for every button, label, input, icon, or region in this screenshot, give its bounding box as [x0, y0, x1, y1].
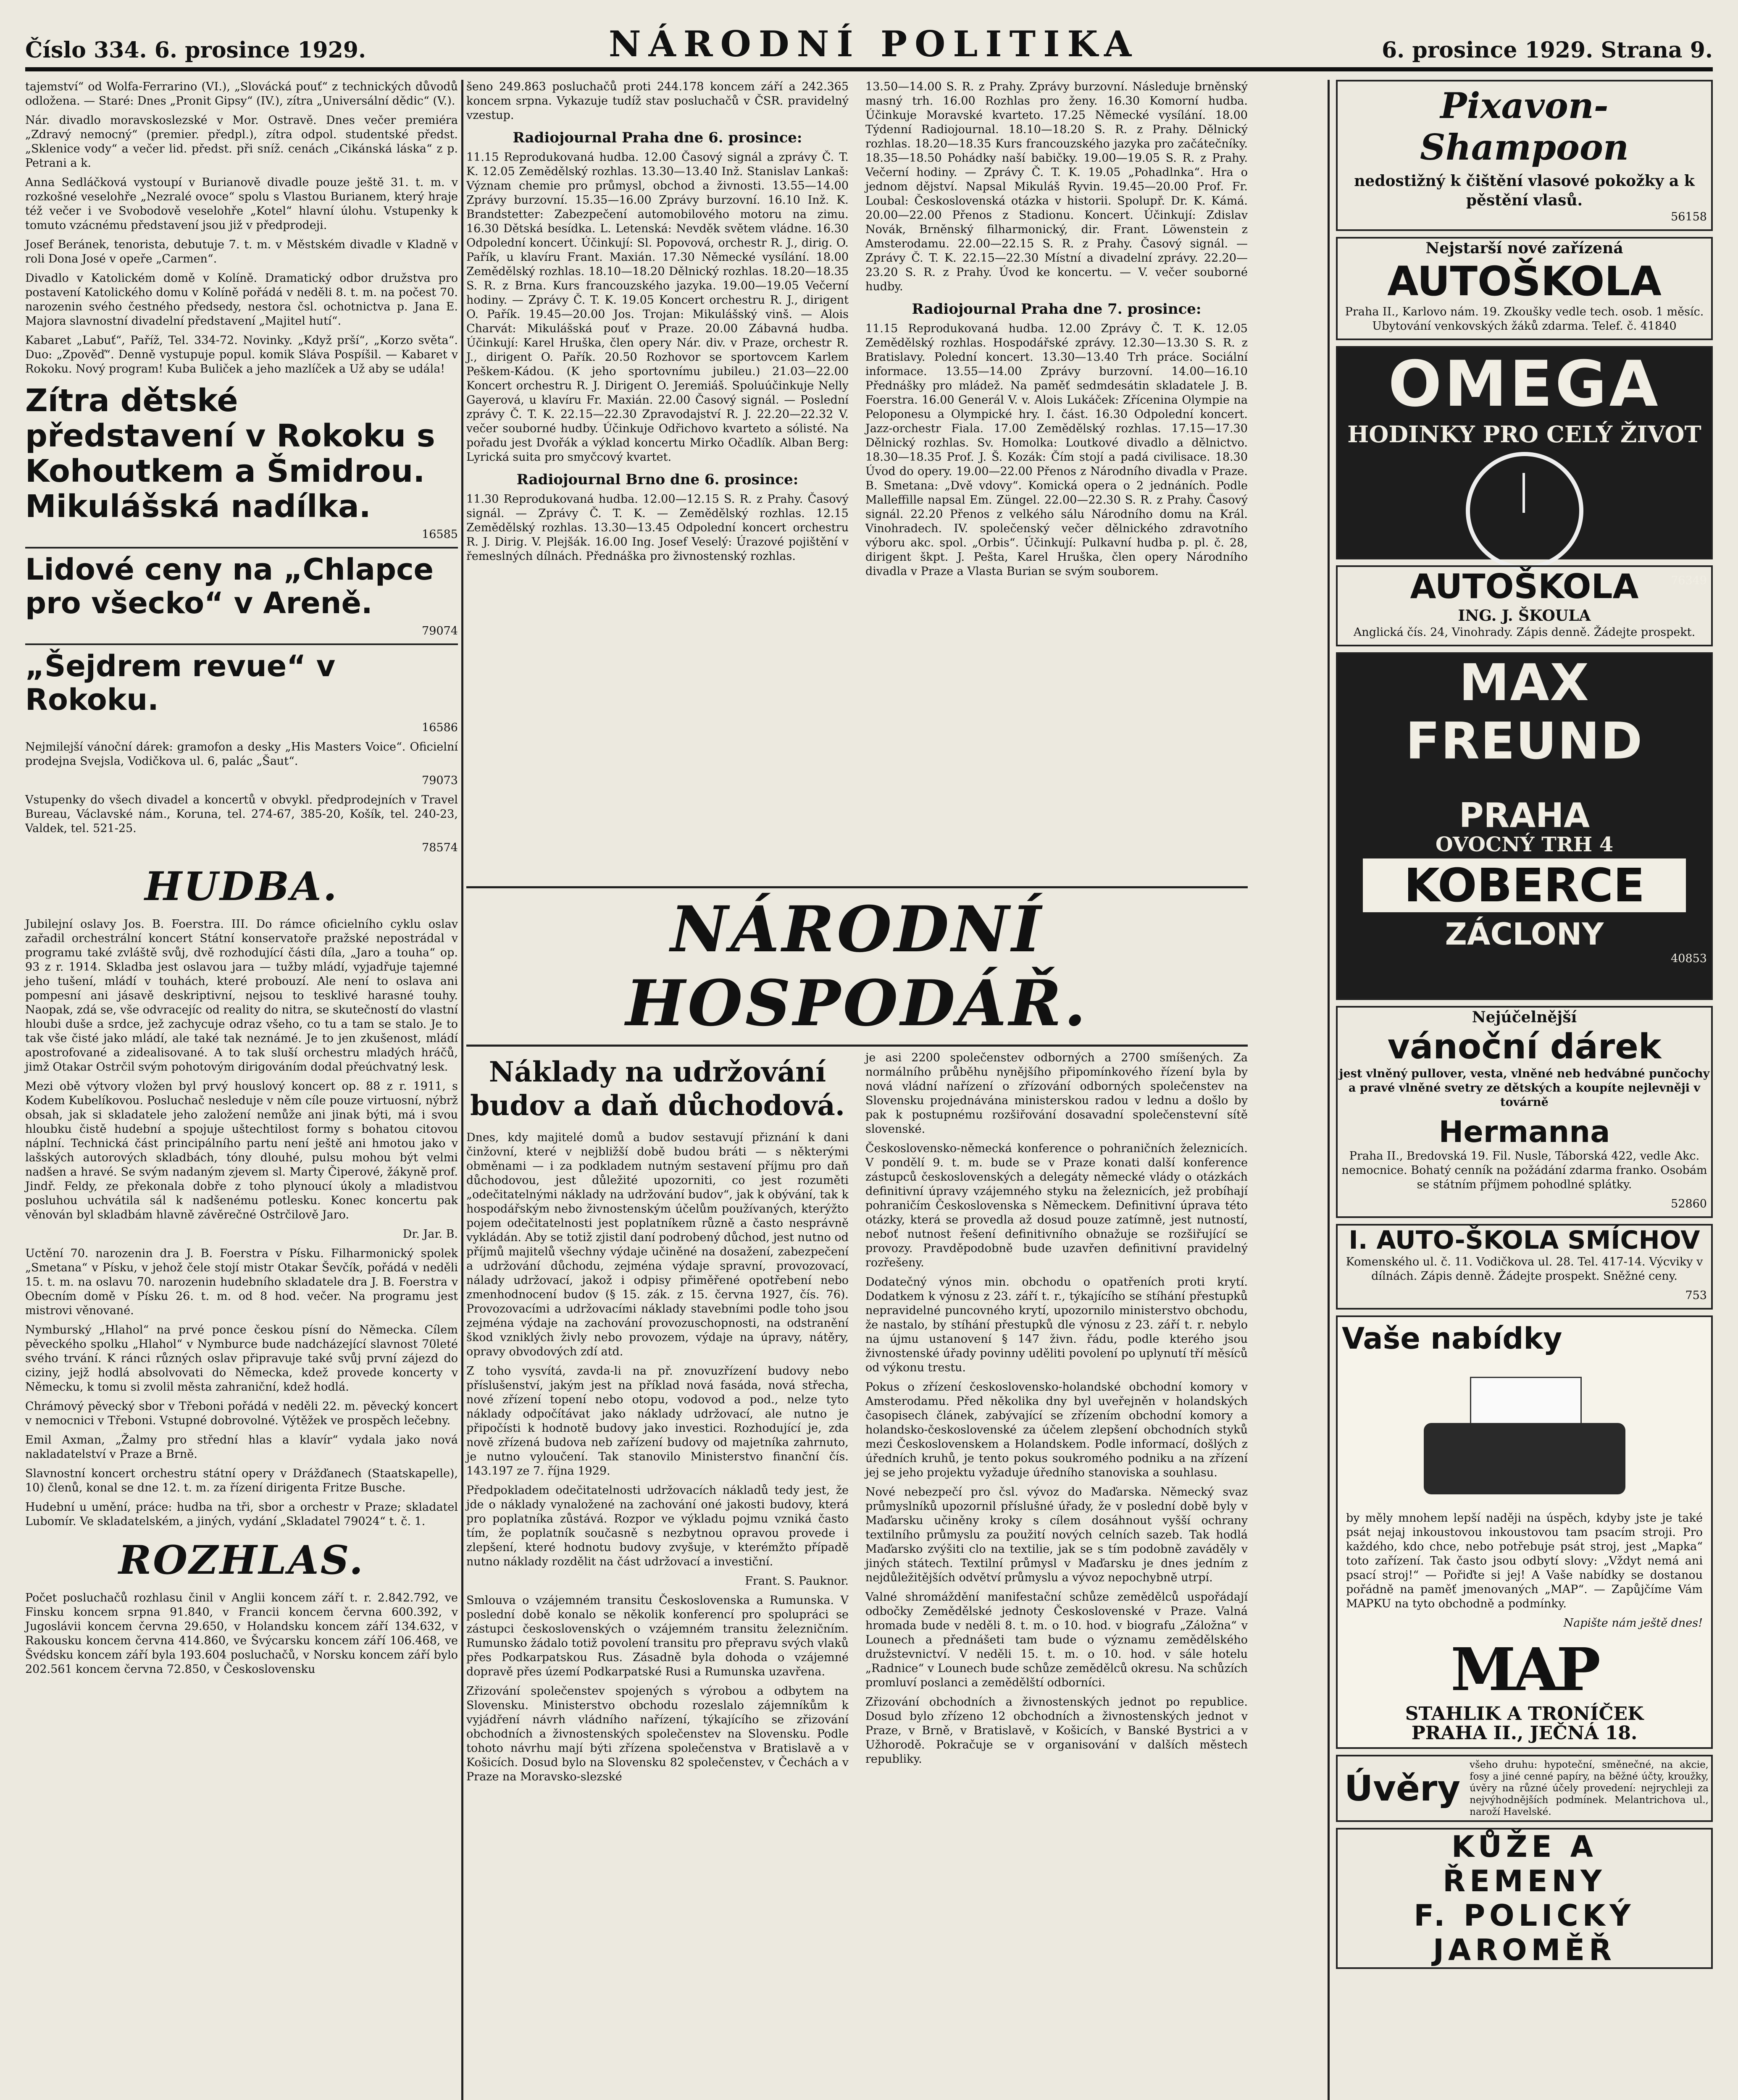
omega-slogan: HODINKY PRO CELÝ ŽIVOT — [1347, 421, 1701, 448]
section-heading-hudba: HUDBA. — [145, 864, 339, 910]
ad-number: 16586 — [422, 721, 458, 734]
sejdrem-revue-ad: „Šejdrem revue“ v Rokoku. — [25, 649, 336, 717]
map-firm: STAHLIK A TRONÍČEK — [1405, 1703, 1644, 1725]
ad-number: 79073 — [422, 774, 458, 787]
ads-column — [1336, 80, 1713, 2100]
music-paragraph: Chrámový pěvecký sbor v Třeboni pořádá v neděli 22. m. pěvecký koncert v nemocnici v Třeboni. Vstupné dobrovolné. Výtěžek ve prospěch lečebny. — [25, 1400, 458, 1427]
autoskola-address: Praha II., Karlovo nám. 19. Zkoušky vedle tech. osob. 1 měsíc. Ubytování venkovských žáků zdarma. Telef. č. 41840 — [1345, 305, 1704, 333]
article-paragraph: Dnes, kdy majitelé domů a budov sestavují přiznání k dani činžovní, které v nejbližší době budou bráti — s některými obměnami — i za podkladem nutným sestavení příjmu pro daň důchodovou, jest důležité upozorniti, co jest rozuměti „odečitatelnými náklady na udržování budov“, jak k obývání, tak k hospodářským nebo živnostenským účelům používaných, kterýžto pojem odečitatelnosti jest poplatníkem různě a často nesprávně vykládán. Aby se totiž zjistil daní podrobený důchod, jest nutno od příjmů majitelů všechny výdaje učiněné na dosažení, zabezpečení a udržování důchodu, zejména výdaje spravní, provozovací, nálady udržovací, jakož i odpisy přiměřené opotřebení nebo zmenhodnocení budov (§ 15. zák. z 15. června 1927, čís. 76). Provozovacími a udržovacími náklady stavebními podle toho jsou zejména výdaje na zachování provozuschopnosti, na odstranění škod vzniklých živly nebo provozem, výdaje na úpravy, nátěry, opravy obvodových zdí atd. — [466, 1131, 849, 1358]
pixavon-logo: Pixavon-Shampoon — [1420, 85, 1629, 168]
article-paragraph: je asi 2200 společenstev odborných a 2700 smíšených. Za normálního průběhu nynějšího připomínkového řízení byla by nová vládní nařízení o zřízování odborných společenstev na Slovensku projednávána ministerskou radou v lednu a došlo by pak k postupnému rozšiřování dosavadní společenstevní sítě slovenské. — [865, 1051, 1248, 1136]
section-heading-rozhlas: ROZHLAS. — [118, 1537, 365, 1583]
offer-sign: Napište nám ještě dnes! — [1563, 1617, 1703, 1630]
theatre-paragraph: Divadlo v Katolickém domě v Kolíně. Dramatický odbor družstva pro postavení Katolického domu v Kolíně pořádá v neděli 8. t. m. na počest 70. narozenin svého čestného předsedy, nestora čsl. ochotnictva p. Jana E. Majora slavnostní divadelní představení „Majitel hutí“. — [25, 272, 458, 328]
offer-text: by měly mnohem lepší naději na úspěch, kdyby jste je také psát nejaj inkoustovou inkoustovou tam psacím stroji. Pro každého, kdo chce, nebo potřebuje psát stroj, jest „Mapka“ toto zařízení. Tak často jsou odbytí slovy: „Vždyt nemá ani psací stroj!“ — Pořiďte si jej! A Vaše nabídky se dostanou pořádně na paměť jmenovaných „MAP“. — Zapůjčíme Vám MAPKU na tyto obchodně a podmínky. — [1346, 1512, 1703, 1610]
max-freund-ad — [1336, 652, 1713, 1000]
date-page: 6. prosince 1929. Strana 9. — [1382, 37, 1713, 63]
theatre-paragraph: tajemství“ od Wolfa-Ferrarino (VI.), „Slovácká pouť“ z technických důvodů odložena. — Staré: Dnes „Pronit Gipsy“ (IV.), zítra „Universální dědic“ (V.). — [25, 80, 458, 108]
article-paragraph: Zřizování obchodních a živnostenských jednot po republice. Dosud bylo zřízeno 12 obchodních a živnostenských jednot v Praze, v Brně, v Bratislavě, v Košicích, v Banské Bystrici a v Užhorodě. Pokračuje se v organisování v dalších městech republiky. — [865, 1696, 1248, 1766]
hermann-name: Hermanna — [1438, 1115, 1610, 1149]
autoskola-name: I. AUTO-ŠKOLA SMÍCHOV — [1349, 1226, 1700, 1255]
autoskola-name: AUTOŠKOLA — [1410, 567, 1639, 606]
music-paragraph: Slavnostní koncert orchestru státní opery v Drážďanech (Staatskapelle), 10) členů, konal se dne 12. t. m. za řízení dirigenta Fritze Busche. — [25, 1467, 458, 1494]
autoskola-name: AUTOŠKOLA — [1387, 258, 1662, 305]
policky-line2: ŘEMENY — [1443, 1864, 1606, 1898]
radio-heading: Radiojournal Praha dne 6. prosince: — [513, 129, 802, 146]
article-paragraph: Zřizování společenstev spojených s výrobou a odbytem na Slovensku. Ministerstvo obchodu rozeslalo zájemníkům k vyjádření návrh vládního nařízení, týkajícího se zřizování obchodních a živnostenských společenstev na Slovensku. Podle tohoto návrhu mají býti zřízena společenstva v Bratislavě a v Košicích. Dosud bylo na Slovensku 82 společenstev, v Čechách a v Praze na Moravsko-slezské — [466, 1685, 849, 1783]
radio-heading: Radiojournal Brno dne 6. prosince: — [516, 471, 799, 488]
uvery-ad — [1336, 1755, 1713, 1822]
clock-icon — [1466, 452, 1583, 570]
omega-logo: OMEGA — [1388, 348, 1661, 421]
freund-name: MAX FREUND — [1405, 654, 1643, 771]
ad-number: 16585 — [422, 528, 458, 541]
autoskola-owner: ING. J. ŠKOULA — [1458, 607, 1591, 625]
tickets-notice: Vstupenky do všech divadel a koncertů v obvykl. předprodejních v Travel Bureau, Václavské nám., Koruna, tel. 274-67, 385-20, Košík, tel. 240-23, Valdek, tel. 521-25. — [25, 793, 458, 835]
ad-number: 78574 — [422, 841, 458, 854]
freund-zaclony: ZÁCLONY — [1445, 916, 1604, 952]
music-paragraph: Jubilejní oslavy Jos. B. Foerstra. III. Do rámce oficielního cyklu oslav zařadil orchestrální koncert Státní konservatoře pražské nepostrádal v programu také zvláště svůj, dvě rozhodující části díla, „Jaro a touha“ op. 93 z r. 1914. Skladba jest oslavou jara — tužby mládí, vyjadřuje tajemné jeho tušení, mládí v touhách, které probouzí. Ale není to oslava ani pompesní ani jásavě deskriptivní, nejsou to tesklivé harasné touhy. Naopak, zdá se, vše odvracejíc od reality do nitra, se skutečností do vlastní hloubi duše a srdce, jež zachycuje odraz všeho, co tu a tam se stalo. Je to tak vše čisté jako mládí, ale také tak neznámé. Je to jen zkušenost, mládí apostrofované a zidealisované. A to tak sluší orchestru mladých hráčů, jimž Otakar Ostrčil svým pohotovým dirigováním dodal přeúchvatný lesk. — [25, 918, 458, 1074]
article-paragraph: Dodatečný výnos min. obchodu o opatřeních proti krytí. Dodatkem k výnosu z 23. září t. r., týkajícího se stíhání přestupků nepravidelné puncovného krytí, upozornilo ministerstvo obchodu, že nastalo, by stíhání přestupků dle výnosu z 23. září t. r. nebylo na újmu ustanovení § 147 živn. řádu, podle kterého jsou živnostenské úřady povinny uděliti povolení po uplynutí tří měsíců od výkonu trestu. — [865, 1276, 1248, 1374]
radio-column-b — [865, 80, 1248, 878]
policky-line4: JAROMĚŘ — [1433, 1933, 1616, 1967]
hermann-ad — [1336, 1006, 1713, 1218]
hermann-headline: vánoční dárek — [1387, 1027, 1662, 1067]
map-typewriter-ad — [1336, 1315, 1713, 1749]
radio-heading: Radiojournal Praha dne 7. prosince: — [912, 301, 1202, 318]
left-column — [25, 80, 458, 2100]
ad-number: 79074 — [422, 625, 458, 638]
map-address: PRAHA II., JEČNÁ 18. — [1411, 1722, 1638, 1744]
theatre-paragraph: Kabaret „Labuť“, Paříž, Tel. 334-72. Novinky. „Když prší“, „Korzo světa“. Duo: „Zpověď“. Denně vystupuje popul. komik Sláva Pospíšil. — Kabaret v Rokoku. Nový program! Kuba Buliček a jeho mazlíček a Už aby se udála! — [25, 334, 458, 375]
arena-ad: Lidové ceny na „Chlapce pro všecko“ v Areně. — [25, 552, 434, 620]
music-paragraph: Mezi obě výtvory vložen byl prvý houslový koncert op. 88 z r. 1911, s Kodem Kubelíkovou. Posluchač nesleduje v něm cíle pouze virtuosní, nýbrž obsah, jak si skladatele jeho založení nemůže ani jinak býti, má i svou hloubku čistě hudební a spojuje uštechtilost formy s bohatou citovou náplní. Technická část principálního partu není ještě ani hmotou jako v lašských autorových skladbách, tóny dlouhé, pulsu mohou být velmi nadšen a hravé. Se svým nadaným zjevem sl. Marty Čiperové, žákyně prof. Jindř. Feldy, ze překonala dobře z toho plynoucí úkoly a mladistvou posluhou uchvátila sál k nadšenému potlesku. Konec koncertu pak věnován byl skladbám hlavně závěrečné Ostrčilově Jaro. — [25, 1080, 458, 1221]
economy-section — [466, 1051, 1248, 2100]
column-rule — [1328, 80, 1330, 2100]
newspaper-title: NÁRODNÍ POLITIKA — [608, 23, 1139, 65]
policky-line3: F. POLICKÝ — [1414, 1898, 1635, 1933]
skoula-autoskola-ad — [1336, 565, 1713, 646]
gramophone-notice: Nejmilejší vánoční dárek: gramofon a desky „His Masters Voice“. Oficielní prodejna Svejsla, Vodičkova ul. 6, palác „Šaut“. — [25, 740, 458, 768]
divider — [25, 547, 458, 549]
offer-headline: Vaše nabídky — [1342, 1321, 1562, 1356]
freund-city: PRAHA — [1459, 796, 1590, 835]
ad-number: 76349 — [1671, 574, 1707, 587]
ad-number: 40853 — [1671, 952, 1707, 965]
theatre-paragraph: Josef Beránek, tenorista, debutuje 7. t. m. v Městském divadle v Kladně v roli Dona José v opeře „Carmen“. — [25, 238, 458, 265]
rokoko-children-ad: Zítra dětské představení v Rokoku s Kohoutkem a Šmidrou. Mikulášská nadílka. — [25, 383, 435, 525]
pixavon-text: nedostižný k čištění vlasové pokožky a k pěstění vlasů. — [1354, 172, 1695, 209]
theatre-paragraph: Anna Sedláčková vystoupí v Burianově divadle pouze ještě 31. t. m. v rozkošné veselohře „Nezralé ovoce“ spolu s Vlastou Burianem, který hraje též večer i ve Svobodově veselohře „Kotel“ hlavní úlohu. Vstupenky k tomuto vzácnému představení jsou již v předprodeji. — [25, 176, 458, 232]
ad-number: 52860 — [1671, 1197, 1707, 1210]
article-paragraph: Československo-německá konference o pohraničních železnicích. V pondělí 9. t. m. bude se v Praze konati další konference zástupců československých a delegáty německé vlády o otázkách definitivní úpravy vzájemného styku na železnicích, jež probíhají pohraničím Československa s Německem. Definitivní úprava této otázky, která se provedla až dosud pouze zatímně, jest nutností, neboť nutnost řešení definitivního obnažuje se rozšiřující se provozy. Pravděpodobně bude uzavřen definitivní pravidelný rozřešeny. — [865, 1142, 1248, 1269]
autoskola-address: Komenského ul. č. 11. Vodičkova ul. 28. Tel. 417-14. Výcviky v dílnách. Zápis denně. Žádejte prospekt. Sněžné ceny. — [1346, 1255, 1703, 1283]
page-header — [25, 17, 1713, 71]
pixavon-ad — [1336, 80, 1713, 231]
autoskola-ad — [1336, 237, 1713, 340]
article-paragraph: Nové nebezpečí pro čsl. vývoz do Maďarska. Německý svaz průmyslníků upozornil příslušné úřady, že v poslední době byly v Maďarsku učiněny kroky s cílem dosáhnout vyšší ochrany textilního průmyslu za použití nových celních sazeb. Tak hodlá Maďarsko zvýšiti clo na textilie, jak se s tím podobně zaváděly v jiných státech. Textilní průmysl v Maďarsku je dnes jedním z nejdůležitějších odvětví průmyslu a vývoz nepochybně utrpí. — [865, 1486, 1248, 1584]
radio-listing: 11.30 Reprodukovaná hudba. 12.00—12.15 S. R. z Prahy. Časový signál. — Zprávy Č. T. K. — Zemědělský rozhlas. 12.15 Zemědělský rozhlas. 13.30—13.45 Odpolední koncert orchestru R. J. Dirig. V. Plejšák. 16.00 Ing. Josef Veselý: Úrazové pojištění v řemeslných dílnách. Přednáška pro živnostenský rozhlas. — [466, 493, 849, 563]
freund-address: OVOCNÝ TRH 4 — [1435, 833, 1614, 856]
music-signature: Dr. Jar. B. — [402, 1228, 458, 1241]
article-paragraph: Předpokladem odečitatelnosti udržovacích nákladů tedy jest, že jde o náklady vynaložené na zachování oné jakosti budovy, která pro poplatníka zůstává. Rozpor ve výkladu pojmu vzniká často tím, že poplatník současně s nezbytnou opravou provede i zlepšení, které hodnotu budovy zvyšuje, v kterémžto případě nutno náklady rozdělit na část udržovací a investiční. — [466, 1484, 849, 1568]
freund-koberce: KOBERCE — [1363, 858, 1686, 912]
ad-number: 753 — [1685, 1289, 1707, 1302]
uvery-title: Úvěry — [1344, 1768, 1461, 1809]
economy-column-a — [466, 1051, 849, 2100]
ad-number: 56158 — [1671, 210, 1707, 223]
music-paragraph: Hudební u umění, práce: hudba na tři, sbor a orchestr v Praze; skladatel Lubomír. Ve skladatelském, a jiných, vydání „Skladatel 79024“ t. č. 1. — [25, 1501, 458, 1528]
music-paragraph: Emil Axman, „Žalmy pro střední hlas a klavír“ vydala jako nová nakladatelství v Praze a Brně. — [25, 1433, 458, 1461]
radio-paragraph: Počet posluchačů rozhlasu činil v Anglii koncem září t. r. 2.842.792, ve Finsku koncem srpna 91.840, v Francii koncem června 600.392, v Jugoslávii koncem června 29.650, v Holandsku koncem září 134.632, v Rakousku koncem června 414.860, ve Švýcarsku koncem září 106.468, ve Švédsku koncem září byla 193.604 posluchačů, v Norsku koncem září bylo 202.561 koncem června 72.850, v Československu — [25, 1591, 458, 1676]
radio-programmes — [466, 80, 1248, 878]
radio-intro: šeno 249.863 posluchačů proti 244.178 koncem září a 242.365 koncem srpna. Vykazuje tudíž stav posluchačů v ČSR. pravidelný vzestup. — [466, 80, 849, 122]
typewriter-icon — [1407, 1373, 1642, 1499]
hermann-address: Praha II., Bredovská 19. Fil. Nusle, Táborská 422, vedle Akc. nemocnice. Bohatý cenník na požádání zdarma franko. Osobám se státním příjmem pohodlné splátky. — [1341, 1150, 1707, 1191]
theatre-paragraph: Nár. divadlo moravskoslezské v Mor. Ostravě. Dnes večer premiéra „Zdravý nemocný“ (premier. předpl.), zítra odpol. studentské předst. „Sklenice vody“ a večer lid. předst. při sníž. cenách „Cikánská láska“ z p. Petrani a k. — [25, 114, 458, 170]
autoskola-tagline: Nejstarší nové zařízená — [1425, 239, 1623, 257]
article-signature: Frant. S. Pauknor. — [745, 1575, 849, 1588]
uvery-text: všeho druhu: hypoteční, směnečné, na akcie, fosy a jiné cenné papíry, na běžné účty, kroužky, úvěry na různé účely provedení: nejrychleji za nejvýhodnějších podmínek. Melantrichova ul., naroží Havelské. — [1470, 1759, 1709, 1817]
divider — [25, 643, 458, 645]
article-paragraph: Valné shromáždění manifestační schůze zemědělců uspořádají odbočky Zemědělské jednoty Československé v Praze. Valná hromada bude v neděli 8. t. m. o 10. hod. v biografu „Záložna“ v Lounech a přednášeti tam bude o významu zemědělského družstevnictví. V neděli 15. t. m. o 10. hod. v sále hotelu „Radnice“ v Lounech bude schůze zemědělců okresu. Na schůzích promluví poslanci a zemědělští odborníci. — [865, 1591, 1248, 1689]
radio-listing: 11.15 Reprodukovaná hudba. 12.00 Časový signál a zprávy Č. T. K. 12.05 Zemědělský rozhlas. 13.30—13.40 Inž. Stanislav Lankaš: Význam chemie pro průmysl, obchod a živnosti. 13.55—14.00 Zprávy burzovní. 15.35—16.00 Zprávy burzovní. 16.10 Inž. K. Brandstetter: Zabezpečení automobilového motoru na zimu. 16.30 Dětská besídka. L. Letenská: Nevděk světem vládne. 16.30 Odpolední koncert. Účinkují: Sl. Popovová, orchestr R. J., dirig. O. Pařík, u klavíru Frant. Maxián. 17.30 Německé vysílání. 18.00 Zemědělský rozhlas. 18.10—18.20 Dělnický rozhlas. 18.20—18.35 S. R. z Brna. Kurs francouzského jazyka. 19.00—19.05 Večerní hodiny. — Zprávy Č. T. K. 19.05 Koncert orchestru R. J., dirigent O. Pařík. 19.45—20.00 Jos. Trojan: Mikulášský vinš. — Alois Charvát: Mikulášská pouť v Praze. 20.00 Zábavná hudba. Účinkují: Karel Hruška, člen opery Nár. div. v Praze, orchestr R. J., dirigent O. Pařík. 20.50 Rozhovor se sportovcem Karlem Peškem-Kádou. (K jeho sportovnímu jubileu.) 21.03—22.00 Koncert orchestru R. J. Dirigent O. Jeremiáš. Spoluúčinkuje Nelly Gayerová, u klavíru Fr. Maxián. 22.00 Časový signál. — Poslední zprávy Č. T. K. 22.15—22.30 Zpravodajství R. J. 22.20—22.32 V. večer souborné hudby. Účinkuje Odřichovo kvarteto a sólisté. Na pořadu jest Dvořák a výklad koncertu Mirko Očadlík. Alban Berg: Lyrická suita pro smyčcový kvartet. — [466, 151, 849, 464]
radio-listing: 11.15 Reprodukovaná hudba. 12.00 Zprávy Č. T. K. 12.05 Zemědělský rozhlas. Hospodářské zprávy. 12.30—13.30 S. R. z Bratislavy. Polední koncert. 13.30—13.40 Trh práce. Sociální informace. 13.55—14.00 Zprávy burzovní. 14.00—16.10 Přednášky pro mládež. Na paměť sedmdesátin skladatele J. B. Foerstra. 16.00 Generál V. v. Alois Lukáček: Zřícenina Olympie na Peloponesu a Olympické hry. I. část. 16.30 Odpolední koncert. Jazz-orchestr Fiala. 17.00 Zemědělský rozhlas. 17.15—17.30 Dělnický rozhlas. Sv. Homolka: Loutkové divadlo a dělnictvo. 18.30—18.35 Prof. J. Š. Kozák: Čím stojí a padá civilisace. 18.30 Úvod do opery. 19.00—22.00 Přenos z Národního divadla v Praze. B. Smetana: „Dvě vdovy“. Komická opera o 2 jednáních. Podle Malleffille napsal Em. Züngel. 22.00—22.30 S. R. z Prahy. Časový signál. 22.20 Přenos z velkého sálu Národního domu na Král. Vinohradech. IV. společenský večer dělnického zdravotního výboru akc. spol. „Orbis“. Účinkují: Pulkavní hudba p. pl. č. 28, dirigent škpt. J. Pešta, Karel Hruška, člen opery Národního divadla v Praze a Vlasta Burian se svým souborem. — [865, 322, 1248, 578]
music-paragraph: Nymburský „Hlahol“ na prvé ponce českou písní do Německa. Cílem pěveckého spolku „Hlahol“ v Nymburce bude nadcházející slavnost 70leté svého trvání. K ránci různých oslav připravuje také svůj první zájezd do ciziny, jejž hodlá absolvovati do Německa, kdež provede koncerty v Německu, k tomu si zvolil města zahraniční, kdež hodlá. — [25, 1323, 458, 1394]
hermann-text: jest vlněný pullover, vesta, vlněné neb hedvábné punčochy a pravé vlněné svetry ze dětských a koupíte nejlevněji v továrně — [1339, 1067, 1710, 1109]
article-paragraph: Z toho vysvítá, zavda-li na př. znovuzřízení budovy nebo příslušenství, jakým jest na příklad nová fasáda, nová střecha, nové zřízení topení nebo otopu, vodovod a pod., nelze tyto náklady odpočítávat jako náklady udržovací, ale nutno je připočísti k hodnotě budovy jako investici. Rozhodující je, zda nově zřízená budova neb zařízení budovy od majetníka zahrnuto, je nutno vyloučení. Tak stanovilo Ministerstvo finanční čís. 143.197 ze 7. října 1929. — [466, 1365, 849, 1478]
music-paragraph: Uctění 70. narozenin dra J. B. Foerstra v Písku. Filharmonický spolek „Smetana“ v Písku, v jehož čele stojí mistr Otakar Ševčík, pořádá v neděli 15. t. m. na oslavu 70. narozenin hudebního skladatele dra J. B. Foerstra v Obecním domě v Písku 26. t. m. od 8 hod. večer. Na programu jest mistrovi věnované. — [25, 1247, 458, 1317]
column-rule — [461, 80, 463, 2100]
economy-column-b — [865, 1051, 1248, 2100]
autoskola-address: Anglická čís. 24, Vinohrady. Zápis denně. Žádejte prospekt. — [1353, 626, 1696, 639]
hermann-tagline: Nejúčelnější — [1472, 1008, 1577, 1026]
middle-column — [466, 80, 1248, 2100]
radio-listing: 13.50—14.00 S. R. z Prahy. Zprávy burzovní. Následuje brněnský masný trh. 16.00 Rozhlas pro ženy. 16.30 Komorní hudba. Účinkuje Moravské kvarteto. 17.25 Německé vysílání. 18.00 Týdenní Radiojournal. 18.10—18.20 S. R. z Prahy. Dělnický rozhlas. 18.20—18.35 Kurs francouzského jazyka pro začátečníky. 18.35—18.50 Pohádky naší babičky. 19.00—19.05 S. R. z Prahy. Večerní hodiny. — Zprávy Č. T. K. 19.05 „Pohadlnka“. Hra o jednom dějství. Napsal Mikuláš Ryvin. 19.45—20.00 Prof. Fr. Loubal: Československá otázka v historii. Spolupř. Dr. K. Kámá. 20.00—22.00 Přenos z Stadionu. Koncert. Účinkují: Zdislav Novák, Brněnský filharmonický, dir. Frant. Löwenstein z Amsterodamu. 22.00—22.15 S. R. z Prahy. Časový signál. — Zprávy Č. T. K. 22.15—22.30 Místní a divadelní zprávy. 22.20—23.20 S. R. z Prahy. Úvod ke koncertu. — V. večer souborné hudby. — [865, 80, 1248, 293]
map-logo: MAP — [1451, 1635, 1598, 1704]
policky-line1: KŮŽE A — [1451, 1830, 1597, 1864]
article-paragraph: Smlouva o vzájemném transitu Československa a Rumunska. V poslední době konalo se několik konferencí pro spolupráci se zástupci československých o vzájemném transitu železničním. Rumunsko žádalo totiž povolení transitu pro přepravu svých vlaků přes Podkarpatskou Rus. Zásadně byla dohoda o vzájemné dopravě přes území Podkarpatské Rusi a Rumunska uzavřena. — [466, 1594, 849, 1678]
section-title-narodni-hospodar: NÁRODNÍ HOSPODÁŘ. — [466, 886, 1248, 1047]
smichov-autoskola-ad — [1336, 1224, 1713, 1310]
article-headline: Náklady na udržování budov a daň důchodová. — [470, 1055, 845, 1122]
article-paragraph: Pokus o zřízení československo-holandské obchodní komory v Amsterodamu. Před několika dny byl uveřejněn v holandských časopisech článek, zabývající se zřízením obchodní komory a holandsko-československé za účelem zlepšení obchodních styků mezi Československem a Holandskem. Podle informací, došlých z úředních kruhů, je tento pokus soukromého podniku a na zřízení jej se jeho projektu vyžaduje úředního stanoviska a souhlasu. — [865, 1381, 1248, 1479]
issue-number: Číslo 334. 6. prosince 1929. — [25, 37, 366, 63]
policky-ad — [1336, 1828, 1713, 1969]
radio-column-a — [466, 80, 849, 878]
